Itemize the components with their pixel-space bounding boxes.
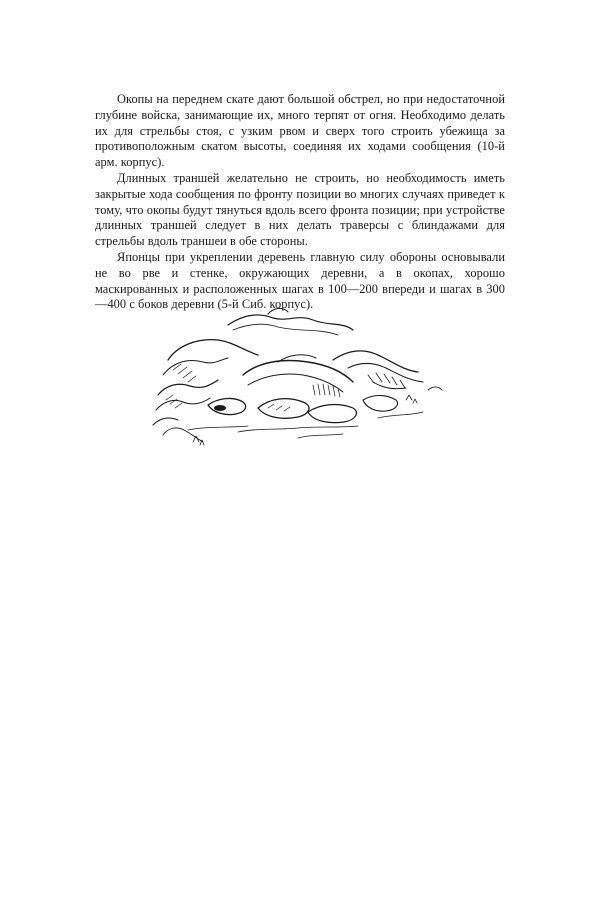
terrain-sketch-illustration (148, 300, 448, 450)
paragraph-1: Окопы на переднем скате дают большой обстрел, но при недостаточной глубине войска, занимающие их, много терпят от огня. Необходимо делать их для стрельбы стоя, с узким рвом и сверх того строить убежища за противоположным скатом высоты, соединяя их ходами сообщения (10-й арм. корпус). (95, 92, 505, 170)
body-text (95, 92, 505, 313)
paragraph-3: Японцы при укреплении деревень главную силу обороны основывали не во рве и стенке, окружающих деревни, а в окопах, хорошо маскированных и расположенных шагах в 100—200 впереди и шагах в 300—400 с боков деревни (5-й Сиб. корпус). (95, 249, 505, 312)
paragraph-2: Длинных траншей желательно не строить, но необходимость иметь закрытые хода сообщения по фронту позиции во многих случаях приведет к тому, что окопы будут тянуться вдоль всего фронта позиции; при устройстве длинных траншей следует в них делать траверсы с блиндажами для стрельбы вдоль траншеи в обе стороны. (95, 170, 505, 249)
